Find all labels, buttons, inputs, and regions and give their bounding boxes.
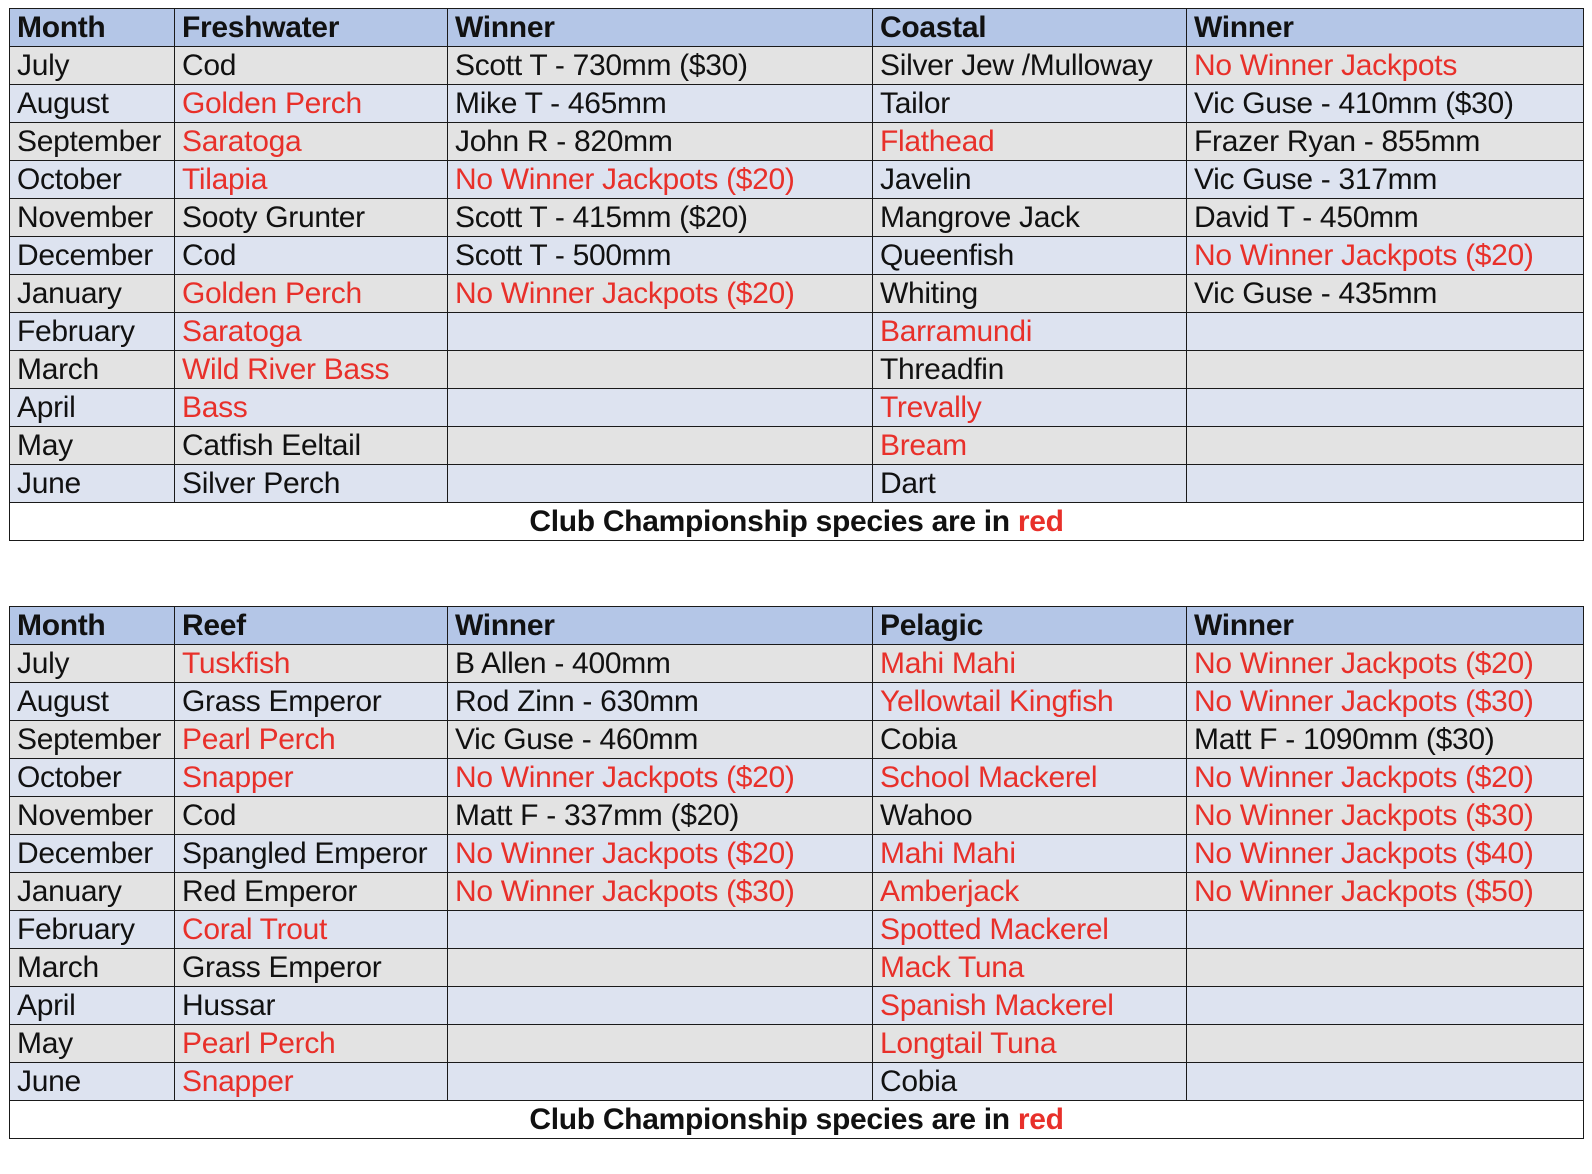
species-cell: Cobia (873, 721, 1187, 759)
table-footer (10, 1101, 1584, 1139)
table-row (10, 161, 1584, 199)
note-highlight: red (1017, 504, 1064, 538)
month-cell: September (10, 123, 175, 161)
header-coastal-winner: Winner (1187, 9, 1584, 47)
species-cell: Saratoga (175, 313, 448, 351)
winner-cell (1187, 911, 1584, 949)
table-row (10, 85, 1584, 123)
header-reef-winner: Winner (448, 607, 873, 645)
winner-cell: No Winner Jackpots ($20) (1187, 645, 1584, 683)
table-row (10, 721, 1584, 759)
table-row (10, 427, 1584, 465)
table-row (10, 797, 1584, 835)
species-cell: Wahoo (873, 797, 1187, 835)
winner-cell: Matt F - 1090mm ($30) (1187, 721, 1584, 759)
winner-cell: Scott T - 730mm ($30) (448, 47, 873, 85)
winner-cell: Vic Guse - 317mm (1187, 161, 1584, 199)
winner-cell: No Winner Jackpots ($20) (448, 835, 873, 873)
month-cell: January (10, 275, 175, 313)
species-cell: Tuskfish (175, 645, 448, 683)
winner-cell: Vic Guse - 410mm ($30) (1187, 85, 1584, 123)
species-cell: Javelin (873, 161, 1187, 199)
table-header (10, 607, 1584, 645)
month-cell: June (10, 465, 175, 503)
month-cell: May (10, 427, 175, 465)
winner-cell (448, 465, 873, 503)
month-cell: August (10, 683, 175, 721)
species-cell: Pearl Perch (175, 1025, 448, 1063)
species-cell: Golden Perch (175, 85, 448, 123)
species-cell: Grass Emperor (175, 949, 448, 987)
winner-cell: B Allen - 400mm (448, 645, 873, 683)
species-cell: Cod (175, 47, 448, 85)
table-row (10, 835, 1584, 873)
table-row (10, 645, 1584, 683)
winner-cell: Frazer Ryan - 855mm (1187, 123, 1584, 161)
species-cell: Bream (873, 427, 1187, 465)
species-cell: Grass Emperor (175, 683, 448, 721)
species-cell: Tailor (873, 85, 1187, 123)
footer-row (10, 503, 1584, 541)
header-pelagic-winner: Winner (1187, 607, 1584, 645)
winner-cell (448, 911, 873, 949)
species-cell: Bass (175, 389, 448, 427)
table-row (10, 873, 1584, 911)
month-cell: April (10, 987, 175, 1025)
footer-row (10, 1101, 1584, 1139)
month-cell: October (10, 161, 175, 199)
month-cell: February (10, 911, 175, 949)
winner-cell: No Winner Jackpots ($30) (1187, 797, 1584, 835)
reef-pelagic-table (9, 606, 1584, 1139)
month-cell: February (10, 313, 175, 351)
header-freshwater: Freshwater (175, 9, 448, 47)
month-cell: November (10, 797, 175, 835)
species-cell: Flathead (873, 123, 1187, 161)
table-row (10, 987, 1584, 1025)
table-row (10, 275, 1584, 313)
species-cell: Spanish Mackerel (873, 987, 1187, 1025)
table-row (10, 759, 1584, 797)
winner-cell (1187, 351, 1584, 389)
winner-cell: Vic Guse - 460mm (448, 721, 873, 759)
winner-cell: Vic Guse - 435mm (1187, 275, 1584, 313)
table-row (10, 123, 1584, 161)
species-cell: Pearl Perch (175, 721, 448, 759)
month-cell: March (10, 949, 175, 987)
table-row (10, 949, 1584, 987)
winner-cell: No Winner Jackpots ($40) (1187, 835, 1584, 873)
species-cell: Snapper (175, 759, 448, 797)
month-cell: September (10, 721, 175, 759)
winner-cell: No Winner Jackpots ($20) (448, 275, 873, 313)
species-cell: School Mackerel (873, 759, 1187, 797)
winner-cell: Scott T - 415mm ($20) (448, 199, 873, 237)
winner-cell: Rod Zinn - 630mm (448, 683, 873, 721)
header-pelagic: Pelagic (873, 607, 1187, 645)
species-cell: Mack Tuna (873, 949, 1187, 987)
winner-cell: No Winner Jackpots ($30) (1187, 683, 1584, 721)
winner-cell (448, 1025, 873, 1063)
table-row (10, 237, 1584, 275)
species-cell: Sooty Grunter (175, 199, 448, 237)
species-cell: Golden Perch (175, 275, 448, 313)
note-prefix: Club Championship species are in (529, 504, 1018, 538)
winner-cell: No Winner Jackpots ($20) (448, 161, 873, 199)
month-cell: January (10, 873, 175, 911)
month-cell: July (10, 645, 175, 683)
species-cell: Spotted Mackerel (873, 911, 1187, 949)
species-cell: Mangrove Jack (873, 199, 1187, 237)
species-cell: Saratoga (175, 123, 448, 161)
month-cell: December (10, 835, 175, 873)
species-cell: Spangled Emperor (175, 835, 448, 873)
species-cell: Cobia (873, 1063, 1187, 1101)
winner-cell: No Winner Jackpots ($20) (1187, 759, 1584, 797)
species-cell: Cod (175, 237, 448, 275)
winner-cell: Matt F - 337mm ($20) (448, 797, 873, 835)
winner-cell (448, 1063, 873, 1101)
species-cell: Threadfin (873, 351, 1187, 389)
month-cell: April (10, 389, 175, 427)
freshwater-coastal-table (9, 8, 1584, 541)
species-cell: Coral Trout (175, 911, 448, 949)
species-cell: Amberjack (873, 873, 1187, 911)
table-row (10, 683, 1584, 721)
header-row (10, 607, 1584, 645)
winner-cell (448, 351, 873, 389)
winner-cell (1187, 987, 1584, 1025)
winner-cell (1187, 465, 1584, 503)
month-cell: October (10, 759, 175, 797)
winner-cell: David T - 450mm (1187, 199, 1584, 237)
species-cell: Snapper (175, 1063, 448, 1101)
header-coastal: Coastal (873, 9, 1187, 47)
table-row (10, 199, 1584, 237)
table-row (10, 911, 1584, 949)
winner-cell: No Winner Jackpots ($20) (448, 759, 873, 797)
winner-cell: No Winner Jackpots ($20) (1187, 237, 1584, 275)
species-cell: Yellowtail Kingfish (873, 683, 1187, 721)
header-row (10, 9, 1584, 47)
winner-cell: Mike T - 465mm (448, 85, 873, 123)
species-cell: Tilapia (175, 161, 448, 199)
species-cell: Catfish Eeltail (175, 427, 448, 465)
species-cell: Mahi Mahi (873, 835, 1187, 873)
species-cell: Queenfish (873, 237, 1187, 275)
winner-cell (448, 949, 873, 987)
winner-cell: John R - 820mm (448, 123, 873, 161)
month-cell: June (10, 1063, 175, 1101)
species-cell: Trevally (873, 389, 1187, 427)
winner-cell (448, 389, 873, 427)
species-cell: Cod (175, 797, 448, 835)
header-month: Month (10, 607, 175, 645)
species-cell: Longtail Tuna (873, 1025, 1187, 1063)
table-row (10, 1063, 1584, 1101)
month-cell: December (10, 237, 175, 275)
table-row (10, 1025, 1584, 1063)
table-footer (10, 503, 1584, 541)
header-reef: Reef (175, 607, 448, 645)
winner-cell (1187, 949, 1584, 987)
championship-note (10, 1101, 1584, 1139)
winner-cell: No Winner Jackpots ($30) (448, 873, 873, 911)
winner-cell: No Winner Jackpots ($50) (1187, 873, 1584, 911)
header-freshwater-winner: Winner (448, 9, 873, 47)
species-cell: Red Emperor (175, 873, 448, 911)
table-header (10, 9, 1584, 47)
species-cell: Hussar (175, 987, 448, 1025)
table-row (10, 351, 1584, 389)
table-row (10, 389, 1584, 427)
winner-cell: No Winner Jackpots (1187, 47, 1584, 85)
winner-cell (1187, 427, 1584, 465)
table-row (10, 465, 1584, 503)
note-highlight: red (1017, 1102, 1064, 1136)
species-cell: Barramundi (873, 313, 1187, 351)
winner-cell (448, 313, 873, 351)
note-prefix: Club Championship species are in (529, 1102, 1018, 1136)
month-cell: July (10, 47, 175, 85)
month-cell: August (10, 85, 175, 123)
species-cell: Dart (873, 465, 1187, 503)
winner-cell (448, 427, 873, 465)
table-body (10, 645, 1584, 1101)
winner-cell (448, 987, 873, 1025)
table-row (10, 47, 1584, 85)
species-cell: Mahi Mahi (873, 645, 1187, 683)
species-cell: Wild River Bass (175, 351, 448, 389)
month-cell: May (10, 1025, 175, 1063)
winner-cell: Scott T - 500mm (448, 237, 873, 275)
winner-cell (1187, 313, 1584, 351)
table-row (10, 313, 1584, 351)
month-cell: November (10, 199, 175, 237)
header-month: Month (10, 9, 175, 47)
species-cell: Silver Perch (175, 465, 448, 503)
championship-note (10, 503, 1584, 541)
winner-cell (1187, 389, 1584, 427)
winner-cell (1187, 1025, 1584, 1063)
table-body (10, 47, 1584, 503)
species-cell: Whiting (873, 275, 1187, 313)
species-cell: Silver Jew /Mulloway (873, 47, 1187, 85)
winner-cell (1187, 1063, 1584, 1101)
month-cell: March (10, 351, 175, 389)
